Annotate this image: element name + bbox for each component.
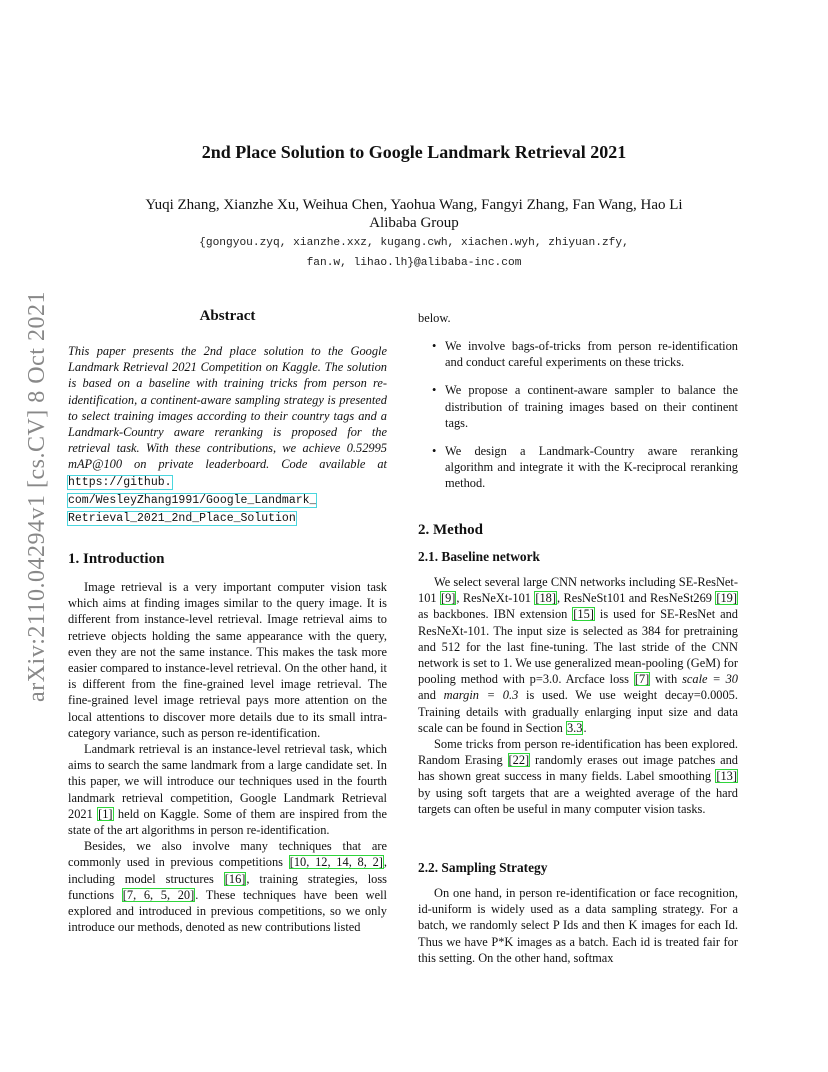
citation-link[interactable]: [7] xyxy=(634,672,650,687)
tricks-text-a: Some tricks from person re-identification has been explored. Random Erasing xyxy=(418,737,738,768)
citation-link[interactable]: [7, 6, 5, 20] xyxy=(122,887,195,902)
affiliation: Alibaba Group xyxy=(369,215,459,231)
code-link-part-1[interactable]: https://github. xyxy=(68,475,172,489)
method-heading: 2. Method xyxy=(418,522,483,538)
contribution-item xyxy=(418,443,738,492)
code-link-part-2[interactable]: com/WesleyZhang1991/Google_Landmark_ xyxy=(68,493,317,507)
citation-link[interactable]: [15] xyxy=(573,607,594,622)
intro-paragraph-1: Image retrieval is a very important computer vision task which aims at finding images similar to the query image. It is different from instance-level retrieval. Image retrieval aims to retrieve objects holding the same appearance with the query, even they are not the same instance. This makes the task more easier compared to instance-level retrieval. On the other hand, it is different from the fine-grained level image retrieval. The fine-grained level image retrieval pays more attention on the local attentions to discover more details due to its small intra-category variance, such as person re-identification. xyxy=(68,580,387,740)
math-margin: margin = 0.3 xyxy=(443,688,519,703)
citation-link[interactable]: [18] xyxy=(535,591,557,606)
tricks-text-b: randomly erases out image patches and has shown great success in many fields. Label smoothing xyxy=(418,753,738,784)
intro-p3-text-b: , including model structures xyxy=(68,855,387,886)
abstract-text: This paper presents the 2nd place solution to the Google Landmark Retrieval 2021 Competition on Kaggle. The solution is based on a baseline with training tricks from person re-identification, a continent-aware sampling strategy is presented to select training images according to their country tags and a Landmark-Country aware reranking is proposed for the retrieval task. With these contributions, we achieve 0.52995 mAP@100 on private leaderboard. Code available at xyxy=(68,344,387,472)
contribution-text: We propose a continent-aware sampler to balance the distribution of training images based on their continent tags. xyxy=(445,383,738,430)
intro-paragraph-3 xyxy=(68,838,387,935)
citation-link[interactable]: [22] xyxy=(508,753,530,768)
introduction-body xyxy=(68,579,387,935)
abstract-body xyxy=(68,343,387,527)
arxiv-identifier-text: arXiv:2110.04294v1 [cs.CV] 8 Oct 2021 xyxy=(23,290,50,702)
baseline-network-heading: 2.1. Baseline network xyxy=(418,549,540,564)
baseline-text-c: , ResNeSt101 and ResNeSt269 xyxy=(557,591,712,606)
baseline-text-b: , ResNeXt-101 xyxy=(456,591,531,606)
contribution-item xyxy=(418,382,738,431)
contribution-text: We involve bags-of-tricks from person re-identification and conduct careful experiments on these tricks. xyxy=(445,339,738,370)
intro-p3-text-c: , training strategies, loss functions xyxy=(68,871,387,902)
baseline-text-a: We select several large CNN networks including SE-ResNet-101 xyxy=(418,575,738,606)
citation-link[interactable]: [9] xyxy=(440,591,456,606)
contribution-text: We design a Landmark-Country aware reranking algorithm and integrate it with the K-reciprocal reranking method. xyxy=(445,444,738,491)
bullet-icon: • xyxy=(432,383,437,398)
citation-link[interactable]: [13] xyxy=(716,769,737,784)
baseline-text-d: as backbones. IBN extension xyxy=(418,607,568,622)
math-scale: scale = 30 xyxy=(682,672,738,687)
tricks-text-c: by using soft targets that are a weighted average of the hard targets can often be useful in many computer vision tasks. xyxy=(418,785,738,816)
author-list: Yuqi Zhang, Xianzhe Xu, Weihua Chen, Yaohua Wang, Fangyi Zhang, Fan Wang, Hao Li xyxy=(145,197,683,213)
baseline-text-h: is used. We use weight decay=0.0005. Training details with gradually enlarging input size and data scale can be found in Section xyxy=(418,688,738,735)
baseline-network-body xyxy=(418,574,738,817)
citation-link[interactable]: [1] xyxy=(98,806,113,821)
baseline-paragraph-2 xyxy=(418,736,738,817)
intro-p2-text-b: held on Kaggle. Some of them are inspired from the state of the art algorithms in person re-identification. xyxy=(68,806,387,838)
continuation-text: below. xyxy=(418,311,451,325)
contribution-item xyxy=(418,338,738,370)
intro-p2-text-a: Landmark retrieval is an instance-level retrieval task, which aims to search the same landmark from a large candidate set. In this paper, we will introduce our techniques used in the fourth landmark retrieval competition, Google Landmark Retrieval 2021 xyxy=(68,742,387,821)
citation-link[interactable]: [16] xyxy=(224,871,246,886)
intro-paragraph-2 xyxy=(68,741,387,838)
baseline-text-i: . xyxy=(583,720,587,735)
intro-p3-text-a: Besides, we also involve many techniques that are commonly used in previous competitions xyxy=(68,839,387,870)
contributions-list xyxy=(418,338,738,504)
bullet-icon: • xyxy=(432,444,437,459)
citation-link[interactable]: [10, 12, 14, 8, 2] xyxy=(289,855,383,870)
arxiv-identifier xyxy=(22,290,52,702)
baseline-text-e: is used for SE-ResNet and ResNeXt-101. The input size is selected as 384 for pretraining and 512 for the last fine-tuning. The last stride of the CNN network is set to 1. We use generalized mean-pooling (GeM) for pooling method with p=3.0. Arcface loss xyxy=(418,607,738,687)
email-line-2: fan.w, lihao.lh}@alibaba-inc.com xyxy=(306,257,522,269)
email-line-1: {gongyou.zyq, xianzhe.xxz, kugang.cwh, xiachen.wyh, zhiyuan.zfy, xyxy=(199,237,629,249)
paper-title: 2nd Place Solution to Google Landmark Retrieval 2021 xyxy=(201,142,627,162)
bullet-icon: • xyxy=(432,339,437,353)
baseline-text-f: with xyxy=(655,672,678,687)
sampling-strategy-heading: 2.2. Sampling Strategy xyxy=(418,860,548,875)
abstract-heading: Abstract xyxy=(199,308,256,324)
intro-p3-text-d: . These techniques have been well explored and introduced in previous competitions, so we only introduce our methods, denoted as new contributions listed xyxy=(68,887,387,935)
code-link-part-3[interactable]: Retrieval_2021_2nd_Place_Solution xyxy=(68,512,296,526)
citation-link[interactable]: [19] xyxy=(716,591,737,606)
introduction-heading: 1. Introduction xyxy=(68,551,165,567)
baseline-paragraph-1 xyxy=(418,574,738,736)
sampling-strategy-body xyxy=(418,885,738,966)
sampling-paragraph-1: On one hand, in person re-identification or face recognition, id-uniform is widely used as a data sampling strategy. For a batch, we randomly select P Ids and then K images for each Id. Thus we have P*K images as a batch. Each id is treated fair for this setting. On the other hand, softmax xyxy=(418,886,738,965)
baseline-text-g: and xyxy=(418,688,436,703)
section-link[interactable]: 3.3 xyxy=(566,720,583,735)
